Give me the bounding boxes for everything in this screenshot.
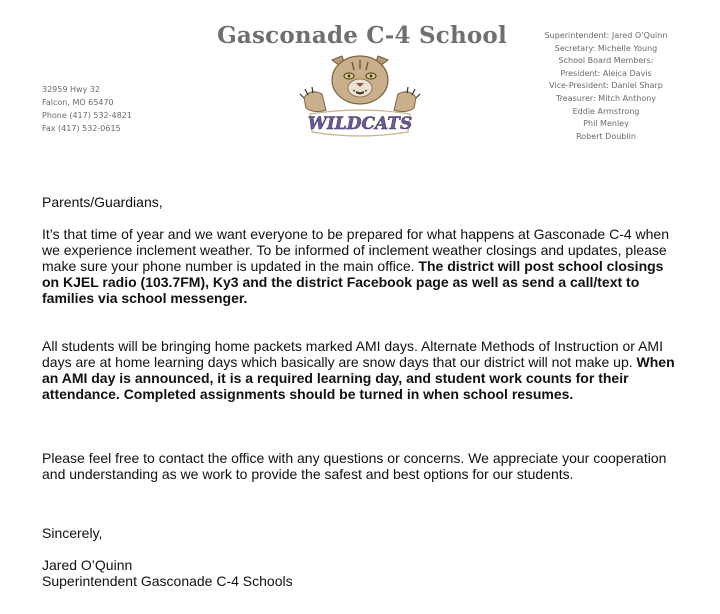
address-city: Falcon, MO 65470 <box>42 97 114 107</box>
school-title: Gasconade C-4 School <box>217 22 507 49</box>
closing: Sincerely, <box>42 525 103 541</box>
paragraph-ami-bold: When an AMI day is announced, it is a required learning day, and student work counts for their attendance. Completed assignments should be turned in when school resumes. <box>42 354 675 402</box>
letter-body <box>42 194 682 589</box>
paragraph-contact: Please feel free to contact the office with any questions or concerns. We appreciate your cooperation and understanding as we work to provide the safest and best options for our students. <box>42 450 667 482</box>
staff-secretary: Secretary: Michelle Young <box>554 43 658 53</box>
staff-board-member: Eddie Armstrong <box>572 106 640 116</box>
paragraph-weather-text: It’s that time of year and we want everyone to be prepared for what happens at Gasconade C-4 when we experience inclement weather. To be informed of inclement weather closings and updates, please make sure your phone number is updated in the main office. <box>42 226 670 274</box>
staff-board-vice-president: Vice-President: Daniel Sharp <box>549 81 663 91</box>
signer-name: Jared O’Quinn <box>42 557 133 573</box>
staff-board-member: Robert Doublin <box>576 131 636 141</box>
address-street: 32959 Hwy 32 <box>42 85 101 94</box>
staff-board-heading: School Board Members: <box>558 56 654 66</box>
staff-board-member: Phil Menley <box>583 119 629 129</box>
address-phone: Phone (417) 532-4821 <box>42 110 132 120</box>
paragraph-ami-text: All students will be bringing home packets marked AMI days. Alternate Methods of Instruction or AMI days are at home learning days which basically are snow days that our district will not make up. <box>42 338 663 370</box>
paragraph-weather-bold: The district will post school closings on KJEL radio (103.7FM), Ky3 and the district Facebook page as well as send a call/text to families via school messenger. <box>42 258 664 306</box>
staff-board-president: President: Aleica Davis <box>560 68 652 78</box>
staff-superintendent: Superintendent: Jared O’Quinn <box>544 31 668 40</box>
staff-board-treasurer: Treasurer: Mitch Anthony <box>555 93 657 103</box>
address-block <box>42 84 132 136</box>
wildcats-banner-text: WILDCATS <box>307 114 413 134</box>
paragraph-ami <box>42 338 682 402</box>
signer-title: Superintendent Gasconade C-4 Schools <box>42 573 293 589</box>
paragraph-weather <box>42 226 682 306</box>
greeting: Parents/Guardians, <box>42 194 163 210</box>
wildcats-logo <box>296 54 424 140</box>
staff-block <box>520 30 692 143</box>
address-fax: Fax (417) 532-0615 <box>42 123 121 133</box>
